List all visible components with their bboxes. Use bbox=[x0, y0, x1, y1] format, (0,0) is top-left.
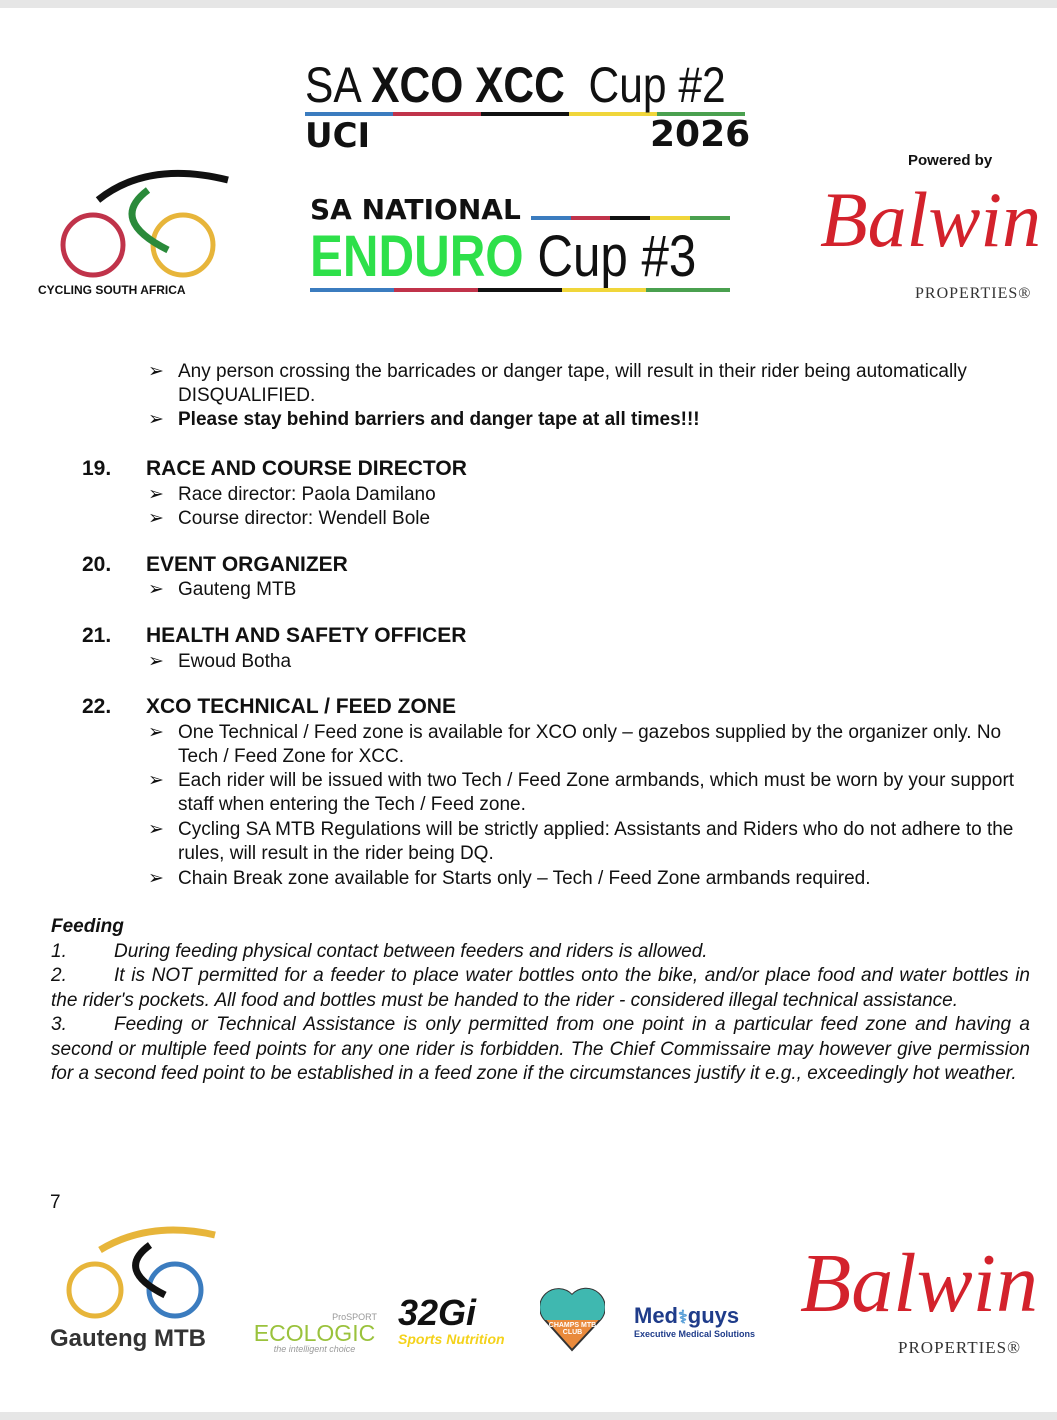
item-number: 3. bbox=[51, 1014, 67, 1035]
list-item bbox=[148, 867, 1028, 891]
list-item bbox=[148, 650, 1028, 674]
balwin-footer-properties: PROPERTIES® bbox=[898, 1338, 1022, 1357]
bullet-text: Any person crossing the barricades or danger tape, will result in their rider being automatically DISQUALIFIED. bbox=[178, 361, 967, 406]
section-heading: HEALTH AND SAFETY OFFICER bbox=[146, 624, 467, 647]
list-item bbox=[148, 578, 1028, 602]
title-xco-xcc: XCO XCC bbox=[371, 57, 565, 113]
heart-bike-icon bbox=[540, 1280, 605, 1352]
balwin-footer-logo: Balwin bbox=[800, 1237, 1039, 1330]
ecologic-top: ProSPORT bbox=[332, 1312, 377, 1322]
sa-national: SA NATIONAL bbox=[310, 193, 521, 226]
feeding-item bbox=[51, 964, 1030, 1013]
feeding-item bbox=[51, 1013, 1030, 1087]
bullet-text: Please stay behind barriers and danger tape at all times!!! bbox=[178, 409, 700, 430]
cyclist-icon bbox=[38, 160, 238, 280]
enduro-text: ENDURO bbox=[310, 224, 524, 289]
arrow-bullet-icon: ➢ bbox=[148, 722, 164, 743]
medguys-sub: Executive Medical Solutions bbox=[634, 1329, 756, 1339]
bullet-text: Gauteng MTB bbox=[178, 579, 297, 600]
list-item bbox=[148, 769, 1028, 817]
champs-text: CHAMPS MTB CLUB bbox=[548, 1322, 597, 1336]
item-text: During feeding physical contact between feeders and riders is allowed. bbox=[114, 940, 708, 962]
arrow-bullet-icon: ➢ bbox=[148, 651, 164, 672]
bullet-text: Chain Break zone available for Starts only – Tech / Feed Zone armbands required. bbox=[178, 868, 871, 889]
ecologic-logo bbox=[252, 1312, 377, 1354]
list-item bbox=[148, 507, 1028, 531]
medguys-logo bbox=[634, 1303, 784, 1339]
ecologic-tagline: the intelligent choice bbox=[273, 1344, 356, 1354]
balwin-logo: Balwin bbox=[820, 176, 1042, 263]
champs-mtb-logo bbox=[540, 1280, 605, 1352]
feeding-item bbox=[51, 940, 1030, 965]
section-number: 20. bbox=[82, 553, 112, 576]
section-number: 19. bbox=[82, 457, 112, 480]
bullet-text: Course director: Wendell Bole bbox=[178, 508, 431, 529]
ecologic-text: ECOLOGIC bbox=[253, 1320, 376, 1346]
arrow-bullet-icon: ➢ bbox=[148, 819, 164, 840]
32gi-text: 32Gi bbox=[398, 1292, 477, 1333]
bullet-text: Ewoud Botha bbox=[178, 651, 292, 672]
arrow-bullet-icon: ➢ bbox=[148, 409, 164, 430]
section-number: 21. bbox=[82, 624, 112, 647]
med-text: Med bbox=[634, 1303, 678, 1328]
bullet-text: One Technical / Feed zone is available for XCO only – gazebos supplied by the organizer only. No Tech / Feed Zone for XCC. bbox=[178, 722, 1002, 767]
item-number: 1. bbox=[51, 940, 67, 962]
32gi-logo bbox=[398, 1292, 513, 1347]
enduro-cup: Cup #3 bbox=[537, 224, 697, 289]
bullet-text: Race director: Paola Damilano bbox=[178, 484, 436, 505]
feeding-heading: Feeding bbox=[51, 916, 124, 937]
section-heading: EVENT ORGANIZER bbox=[146, 553, 348, 576]
feeding-section bbox=[51, 915, 1030, 1087]
item-text: It is NOT permitted for a feeder to place water bottles onto the bike, and/or place food and water bottles in the rider's pockets. All food and bottles must be handed to the rider - considered illegal technical assistance. bbox=[51, 965, 1030, 1011]
medguys-icon: ⚕ bbox=[678, 1307, 688, 1327]
balwin-properties: PROPERTIES® bbox=[915, 285, 1032, 302]
item-number: 2. bbox=[51, 965, 67, 986]
title-sa: SA bbox=[305, 57, 360, 113]
list-item bbox=[148, 721, 1028, 769]
gauteng-mtb-text: Gauteng MTB bbox=[50, 1325, 206, 1352]
guys-text: guys bbox=[687, 1303, 740, 1328]
enduro-logo bbox=[310, 193, 730, 292]
year: 2026 bbox=[650, 114, 751, 155]
list-item bbox=[148, 818, 1028, 866]
page-number: 7 bbox=[50, 1192, 61, 1213]
uci-logo: UCI bbox=[305, 116, 371, 156]
arrow-bullet-icon: ➢ bbox=[148, 579, 164, 600]
arrow-bullet-icon: ➢ bbox=[148, 770, 164, 791]
cycling-sa-logo bbox=[38, 160, 238, 297]
arrow-bullet-icon: ➢ bbox=[148, 508, 164, 529]
powered-by: Powered by bbox=[908, 152, 993, 169]
section-heading: RACE AND COURSE DIRECTOR bbox=[146, 457, 467, 480]
32gi-sub: Sports Nutrition bbox=[398, 1331, 505, 1347]
section-heading: XCO TECHNICAL / FEED ZONE bbox=[146, 695, 456, 718]
bullet-text: Each rider will be issued with two Tech / Feed Zone armbands, which must be worn by your support staff when entering the Tech / Feed zone. bbox=[178, 770, 1015, 815]
event-title-logo bbox=[305, 58, 750, 156]
arrow-bullet-icon: ➢ bbox=[148, 484, 164, 505]
arrow-bullet-icon: ➢ bbox=[148, 868, 164, 889]
title-cup: Cup #2 bbox=[588, 57, 726, 113]
gauteng-mtb-logo bbox=[50, 1225, 225, 1353]
arrow-bullet-icon: ➢ bbox=[148, 361, 164, 382]
cyclist-icon bbox=[50, 1225, 225, 1320]
bullet-text: Cycling SA MTB Regulations will be strictly applied: Assistants and Riders who do not adhere to the rules, will result in the rider being DQ. bbox=[178, 819, 1014, 864]
csa-logo-text: CYCLING SOUTH AFRICA bbox=[38, 283, 186, 297]
list-item bbox=[148, 483, 1028, 507]
section-number: 22. bbox=[82, 695, 112, 718]
bottom-edge bbox=[0, 1412, 1057, 1420]
top-edge bbox=[0, 0, 1057, 8]
list-item bbox=[148, 408, 1028, 432]
item-text: Feeding or Technical Assistance is only permitted from one point in a particular feed zone and having a second or multiple feed points for any one rider is forbidden. The Chief Commissaire may however give permission for a second feed point to be established in a feed zone if the circumstances justify it e.g., exceedingly hot weather. bbox=[51, 1014, 1030, 1084]
list-item bbox=[148, 360, 1028, 408]
